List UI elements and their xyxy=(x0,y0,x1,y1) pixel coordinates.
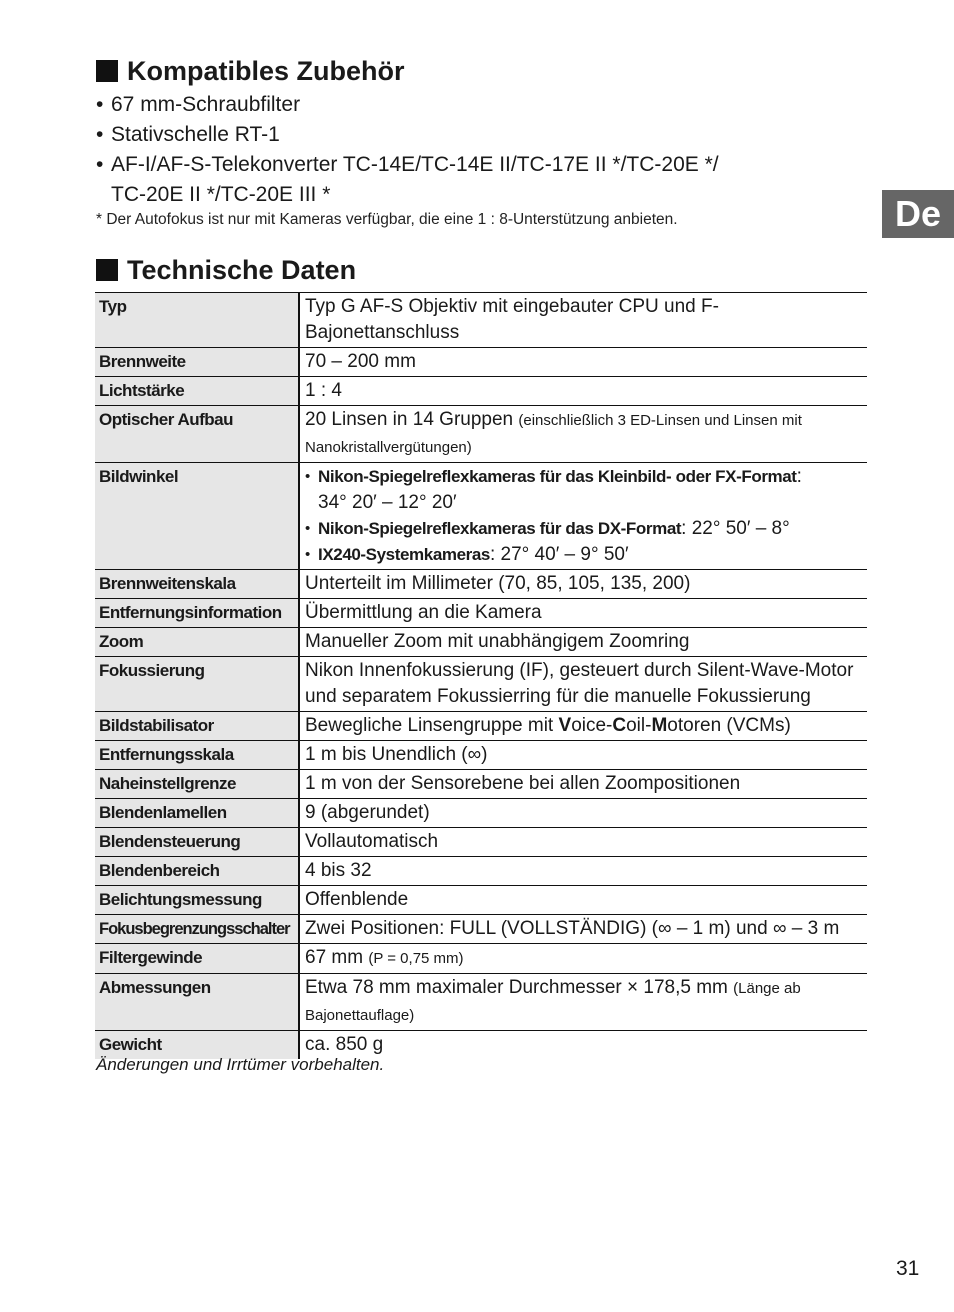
table-row xyxy=(95,712,867,741)
page-number: 31 xyxy=(896,1257,920,1280)
spec-value: Etwa 78 mm maximaler Durchmesser × 178,5 mm (Länge ab Bajonettauflage) xyxy=(299,974,867,1031)
spec-label: Fokusbegrenzungsschalter xyxy=(95,915,299,944)
table-row xyxy=(95,886,867,915)
section-square-icon xyxy=(96,259,118,281)
language-tab: De xyxy=(882,190,954,238)
spec-label: Blendenbereich xyxy=(95,857,299,886)
spec-label: Entfernungsskala xyxy=(95,741,299,770)
spec-value: 1 : 4 xyxy=(299,377,867,406)
table-row xyxy=(95,406,867,463)
bullet-icon: • xyxy=(96,153,104,176)
bullet-icon: • xyxy=(96,93,104,116)
spec-label: Abmessungen xyxy=(95,974,299,1031)
list-item: • Stativschelle RT-1 xyxy=(96,120,816,150)
spec-value: 1 m von der Sensorebene bei allen Zoompositionen xyxy=(299,770,867,799)
spec-note: (Länge ab Bajonettauflage) xyxy=(305,980,801,1024)
spec-label: Brennweitenskala xyxy=(95,570,299,599)
spec-label: Lichtstärke xyxy=(95,377,299,406)
specs-heading-text: Technische Daten xyxy=(127,255,357,285)
spec-value: 20 Linsen in 14 Gruppen (einschließlich 3 ED-Linsen und Linsen mit Nanokristallvergütungen) xyxy=(299,406,867,463)
spec-value: 9 (abgerundet) xyxy=(299,799,867,828)
accessories-list xyxy=(96,90,816,210)
table-row xyxy=(95,348,867,377)
section-square-icon xyxy=(96,60,118,82)
table-row xyxy=(95,915,867,944)
bullet-icon: • xyxy=(96,123,104,146)
spec-value xyxy=(299,463,867,570)
spec-label: Bildstabilisator xyxy=(95,712,299,741)
spec-value: 1 m bis Unendlich (∞) xyxy=(299,741,867,770)
spec-label: Belichtungsmessung xyxy=(95,886,299,915)
table-row xyxy=(95,799,867,828)
spec-value: 70 – 200 mm xyxy=(299,348,867,377)
spec-value: Zwei Positionen: FULL (VOLLSTÄNDIG) (∞ – 1 m) und ∞ – 3 m xyxy=(299,915,867,944)
spec-note: (einschließlich 3 ED-Linsen und Linsen mit Nanokristallvergütungen) xyxy=(305,412,802,456)
disclaimer: Änderungen und Irrtümer vorbehalten. xyxy=(96,1055,385,1074)
spec-value: 67 mm (P = 0,75 mm) xyxy=(299,944,867,974)
spec-label: Zoom xyxy=(95,628,299,657)
table-row xyxy=(95,828,867,857)
list-item: • AF-I/AF-S-Telekonverter TC-14E/TC-14E II/TC-17E II */TC-20E */ xyxy=(96,150,816,180)
table-row xyxy=(95,570,867,599)
angle-item-fx: • Nikon-Spiegelreflexkameras für das Kleinbild- oder FX-Format: 34° 20′ – 12° 20′ xyxy=(305,464,867,516)
spec-label: Gewicht xyxy=(95,1031,299,1060)
spec-label: Bildwinkel xyxy=(95,463,299,570)
spec-note: (P = 0,75 mm) xyxy=(368,950,464,967)
table-row xyxy=(95,463,867,570)
table-row xyxy=(95,657,867,712)
spec-label: Filtergewinde xyxy=(95,944,299,974)
spec-value: 4 bis 32 xyxy=(299,857,867,886)
spec-value: Bewegliche Linsengruppe mit Voice-Coil-Motoren (VCMs) xyxy=(299,712,867,741)
table-row xyxy=(95,770,867,799)
table-row xyxy=(95,741,867,770)
table-row xyxy=(95,628,867,657)
spec-value: Übermittlung an die Kamera xyxy=(299,599,867,628)
spec-label: Blendenlamellen xyxy=(95,799,299,828)
footnote: * Der Autofokus ist nur mit Kameras verfügbar, die eine 1 : 8-Unterstützung anbieten. xyxy=(96,211,678,228)
spec-value: Unterteilt im Millimeter (70, 85, 105, 135, 200) xyxy=(299,570,867,599)
accessories-heading xyxy=(96,56,405,86)
spec-value: Manueller Zoom mit unabhängigem Zoomring xyxy=(299,628,867,657)
list-item-continuation: TC-20E II */TC-20E III * xyxy=(111,183,331,206)
table-row xyxy=(95,377,867,406)
table-row xyxy=(95,974,867,1031)
bullet-icon: • xyxy=(305,520,311,537)
spec-value: Vollautomatisch xyxy=(299,828,867,857)
spec-label: Entfernungsinformation xyxy=(95,599,299,628)
spec-label: Optischer Aufbau xyxy=(95,406,299,463)
accessories-heading-text: Kompatibles Zubehör xyxy=(127,56,405,86)
spec-label: Naheinstellgrenze xyxy=(95,770,299,799)
spec-label: Typ xyxy=(95,293,299,348)
table-row xyxy=(95,293,867,348)
spec-value: Offenblende xyxy=(299,886,867,915)
bullet-icon: • xyxy=(305,468,311,485)
table-row xyxy=(95,599,867,628)
list-item: • 67 mm-Schraubfilter xyxy=(96,90,816,120)
spec-value: ca. 850 g xyxy=(305,1034,384,1055)
table-row xyxy=(95,944,867,974)
spec-label: Blendensteuerung xyxy=(95,828,299,857)
angle-item-ix240: • IX240-Systemkameras: 27° 40′ – 9° 50′ xyxy=(305,542,867,568)
spec-label: Brennweite xyxy=(95,348,299,377)
angle-item-dx: • Nikon-Spiegelreflexkameras für das DX-Format: 22° 50′ – 8° xyxy=(305,516,867,542)
specs-heading xyxy=(96,255,356,285)
spec-label: Fokussierung xyxy=(95,657,299,712)
spec-value: Typ G AF-S Objektiv mit eingebauter CPU und F-Bajonettanschluss xyxy=(299,293,867,348)
bullet-icon: • xyxy=(305,546,311,563)
specs-table xyxy=(95,292,867,1059)
spec-value: Nikon Innenfokussierung (IF), gesteuert durch Silent-Wave-Motor und separatem Fokussierring für die manuelle Fokussierung xyxy=(299,657,867,712)
table-row xyxy=(95,857,867,886)
